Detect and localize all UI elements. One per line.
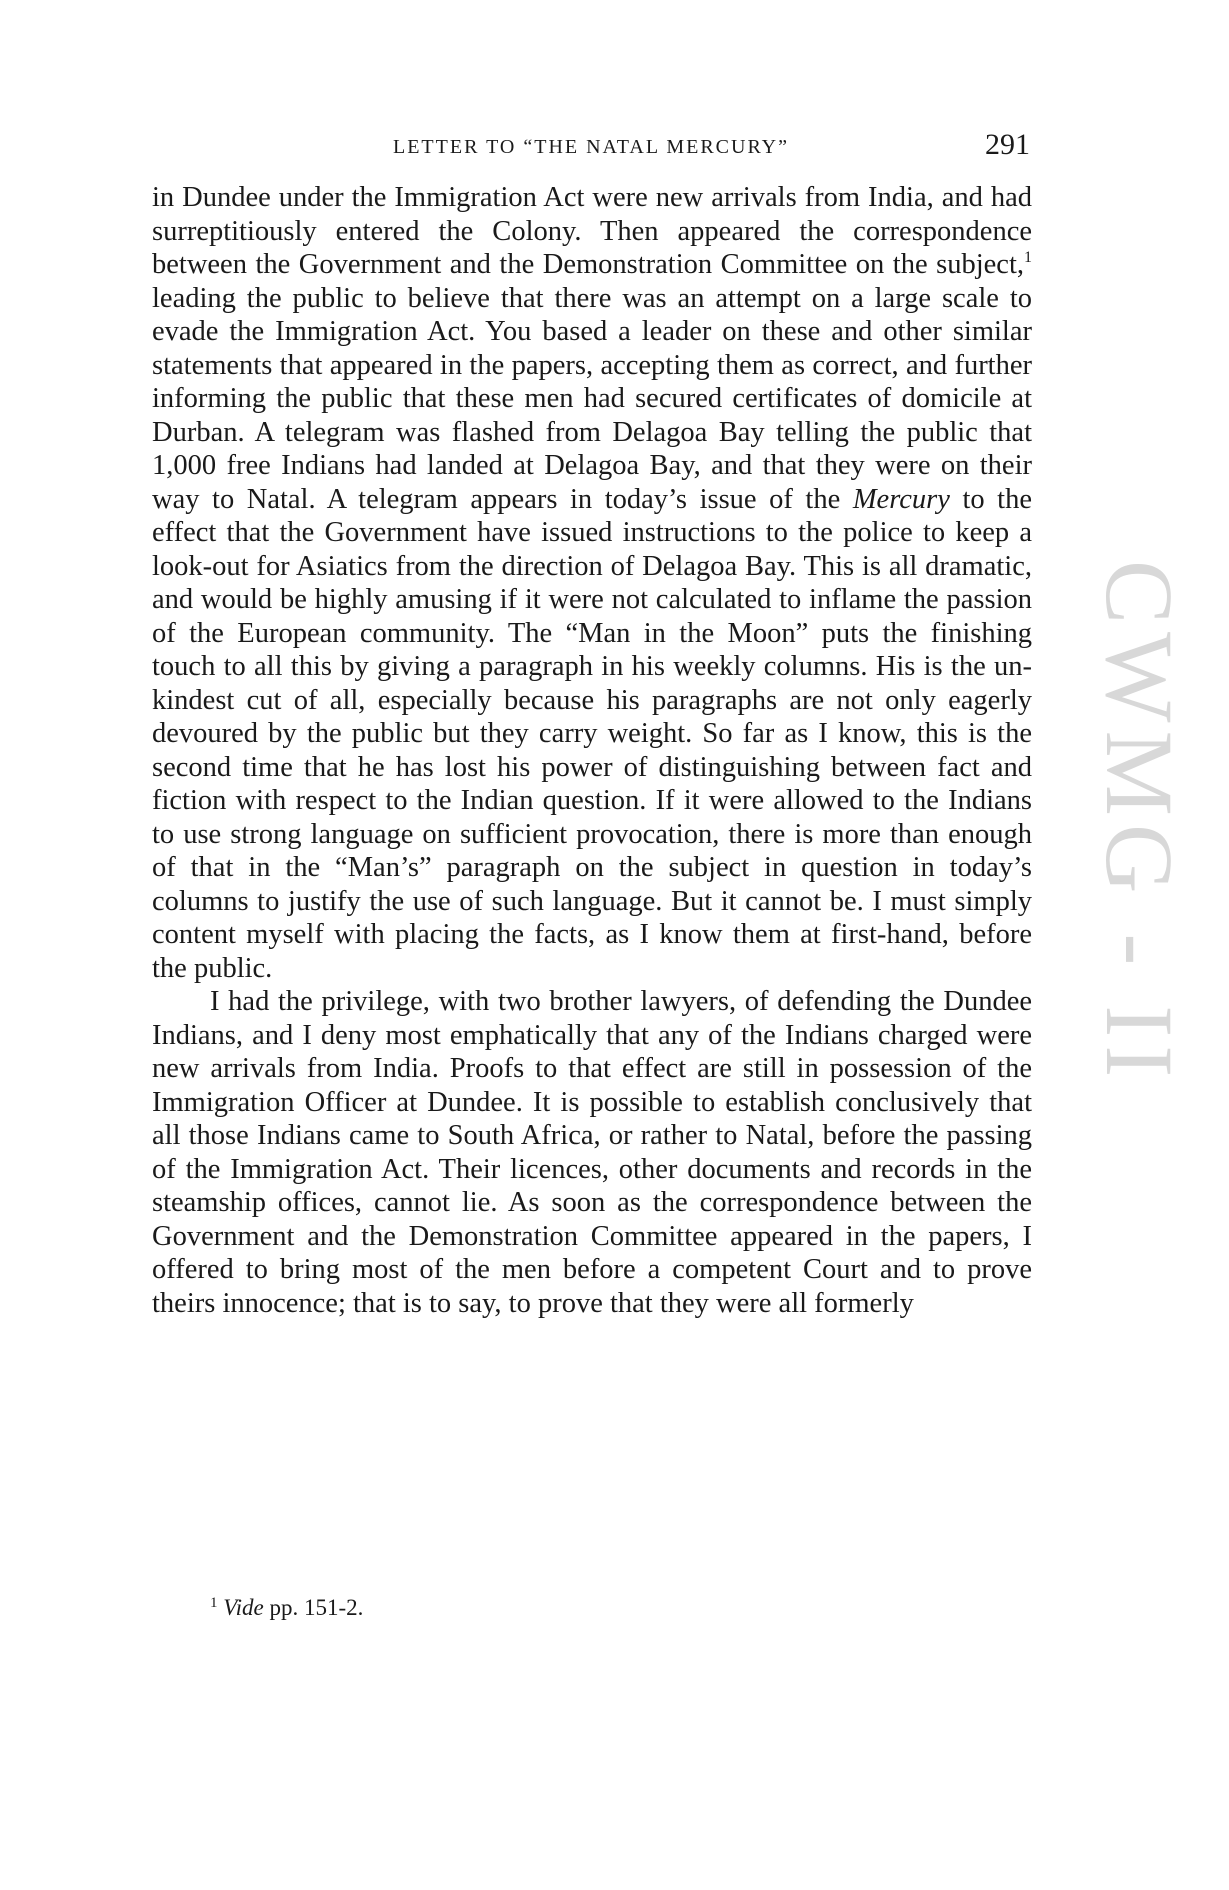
watermark <box>1045 560 1229 1260</box>
footnote-reference: 1 <box>1024 249 1032 266</box>
footnote-text: pp. 151-2. <box>263 1595 364 1620</box>
footnote <box>210 1595 363 1621</box>
newspaper-title: Mercury <box>852 483 950 515</box>
paragraph-1-part-a: in Dundee under the Immigration Act were new arrivals from India, and had surreptitiously entered the Colony. Then appeared the correspondence between the Government and the Demonstration Committee on the subject, <box>152 182 1032 280</box>
paragraph-1 <box>152 181 1032 985</box>
paragraph-1-part-c: to the effect that the Government have issued instructions to the police to keep a look-out for Asiatics from the direction of Delagoa Bay. This is all dramatic, and would be highly amusing if it were not calculated to inflame the passion of the European community. The “Man in the Moon” puts the finishing touch to all this by giving a paragraph in his weekly columns. His is the unkindest cut of all, especially because his paragraphs are not only eagerly devoured by the public but they carry weight. So far as I know, this is the second time that he has lost his power of distinguishing between fact and fiction with respect to the Indian question. If it were allowed to the Indians to use strong language on sufficient provocation, there is more than enough of that in the “Man’s” paragraph on the subject in question in today’s columns to justify the use of such language. But it cannot be. I must simply content myself with placing the facts, as I know them at first-hand, before the public. <box>152 483 1032 984</box>
running-head: LETTER TO “THE NATAL MERCURY” <box>393 136 789 158</box>
page-number: 291 <box>985 128 1030 161</box>
body-text <box>152 181 1032 1320</box>
page-header <box>152 128 1030 164</box>
paragraph-1-part-b: leading the public to believe that there was an attempt on a large scale to evade the Immigration Act. You based a leader on these and other similar statements that appeared in the papers, accepting them as correct, and further informing the public that these men had secured certificates of domicile at Durban. A telegram was flashed from Delagoa Bay telling the public that 1,000 free Indians had landed at Delagoa Bay, and that they were on their way to Natal. A telegram appears in today’s issue of the <box>152 282 1032 515</box>
footnote-vide: Vide <box>223 1595 264 1620</box>
paragraph-2: I had the privilege, with two brother lawyers, of defending the Dundee Indians, and I deny most emphatically that any of the Indians charged were new arrivals from India. Proofs to that effect are still in possession of the Immigration Officer at Dundee. It is possible to establish conclusively that all those Indians came to South Africa, or rather to Natal, before the passing of the Immigration Act. Their licences, other documents and records in the steamship offices, cannot lie. As soon as the correspondence between the Government and the Demonstration Committee appeared in the papers, I offered to bring most of the men before a competent Court and to prove theirs innocence; that is to say, to prove that they were all formerly <box>152 986 1032 1319</box>
footnote-marker: 1 <box>210 1595 218 1611</box>
watermark-text: CWMG - II <box>1086 560 1193 1086</box>
